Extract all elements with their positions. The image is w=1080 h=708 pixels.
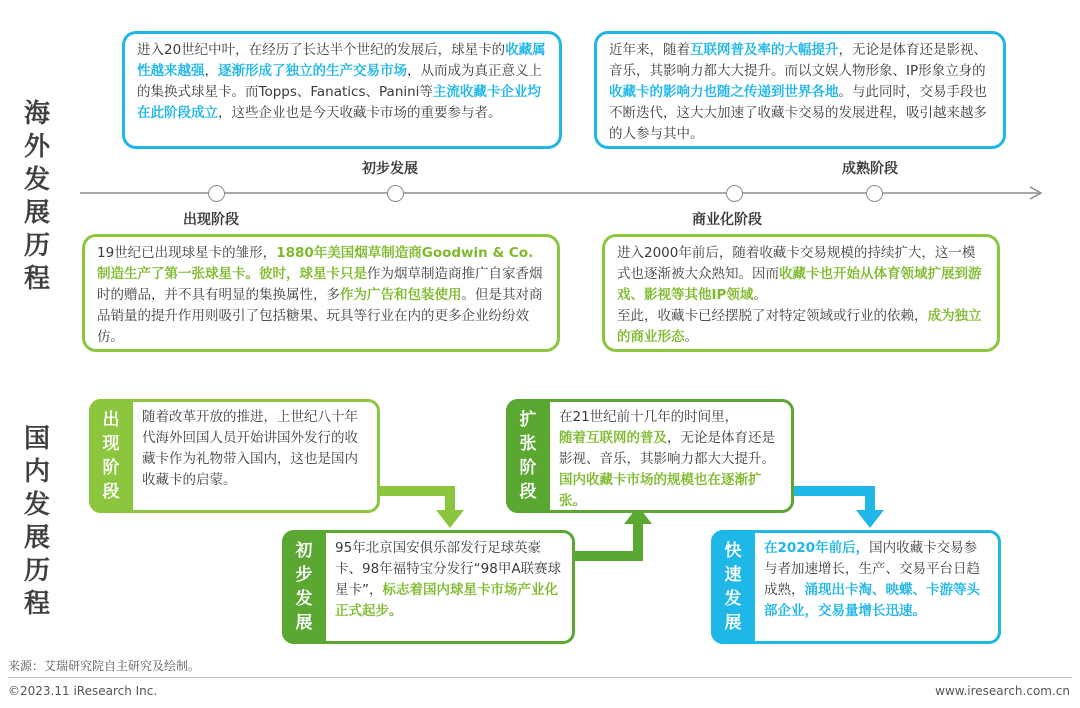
domestic-stage-initial: 初步发展 95年北京国安俱乐部发行足球英豪卡、98年福特宝分发行“98甲A联赛球星卡”，标志着国内球星卡市场产业化正式起步。 <box>282 530 575 644</box>
footer-copyright: ©2023.11 iResearch Inc. <box>8 684 158 698</box>
stage-label-initial: 初步发展 <box>362 161 418 177</box>
domestic-stage-rapid: 快速发展 在2020年前后，国内收藏卡交易参与者加速增长，生产、交易平台日趋成熟，涌现出卡淘、映蝶、卡游等头部企业，交易量增长迅速。 <box>711 530 1001 644</box>
domestic-stage-initial-tag: 初步发展 <box>282 530 326 644</box>
arrow-s3-to-s4 <box>794 491 870 512</box>
stage-label-emergence: 出现阶段 <box>183 212 239 228</box>
stage-label-mature: 成熟阶段 <box>842 161 898 177</box>
overseas-initial-box: 进入20世纪中叶，在经历了长达半个世纪的发展后，球星卡的收藏属性越来越强，逐渐形成了独立的生产交易市场，从而成为真正意义上的集换式球星卡。而Topps、Fanatics、Panini等主流收藏卡企业均在此阶段成立，这些企业也是今天收藏卡市场的重要参与者。 <box>122 31 562 149</box>
overseas-mature-box: 近年来，随着互联网普及率的大幅提升，无论是体育还是影视、音乐，其影响力都大大提升。而以文娱人物形象、IP形象立身的收藏卡的影响力也随之传递到世界各地。与此同时，交易手段也不断迭代，这大大加速了收藏卡交易的发展进程，吸引越来越多的人参与其中。 <box>594 31 1006 149</box>
domestic-stage-expansion: 扩张阶段 在21世纪前十几年的时间里， 随着互联网的普及，无论是体育还是影视、音乐，其影响力都大大提升。国内收藏卡市场的规模也在逐渐扩张。 <box>506 399 794 513</box>
domestic-stage-expansion-tag: 扩张阶段 <box>506 399 550 513</box>
arrow-s2-to-s3 <box>575 522 638 556</box>
overseas-commercial-box: 进入2000年前后，随着收藏卡交易规模的持续扩大，这一模式也逐渐被大众熟知。因而收藏卡也开始从体育领域扩展到游戏、影视等其他IP领域。 至此，收藏卡已经摆脱了对特定领域或行业的依赖，成为独立的商业形态。 <box>602 234 1000 352</box>
overseas-history-title: 海外发展历程 <box>23 99 50 294</box>
arrow-head-s1-to-s2 <box>436 510 464 528</box>
domestic-history-title: 国内发展历程 <box>23 424 50 619</box>
overseas-emergence-box: 19世纪已出现球星卡的雏形，1880年美国烟草制造商Goodwin & Co.制造生产了第一张球星卡。彼时，球星卡只是作为烟草制造商推广自家香烟时的赠品，并不具有明显的集换属性，多作为广告和包装使用。但是其对商品销量的提升作用则吸引了包括糖果、玩具等行业在内的更多企业纷纷效仿。 <box>82 234 560 352</box>
stage-label-commercial: 商业化阶段 <box>692 212 762 228</box>
domestic-stage-emergence: 出现阶段 随着改革开放的推进，上世纪八十年代海外回国人员开始讲国外发行的收藏卡作为礼物带入国内，这也是国内收藏卡的启蒙。 <box>89 399 380 513</box>
footer-divider <box>8 677 1072 678</box>
arrow-head-s3-to-s4 <box>856 510 884 528</box>
domestic-stage-rapid-tag: 快速发展 <box>711 530 755 644</box>
footer-source: 来源：艾瑞研究院自主研究及绘制。 <box>8 659 201 673</box>
arrow-s1-to-s2 <box>380 491 450 512</box>
domestic-stage-emergence-tag: 出现阶段 <box>89 399 133 513</box>
footer-url: www.iresearch.com.cn <box>935 684 1070 698</box>
